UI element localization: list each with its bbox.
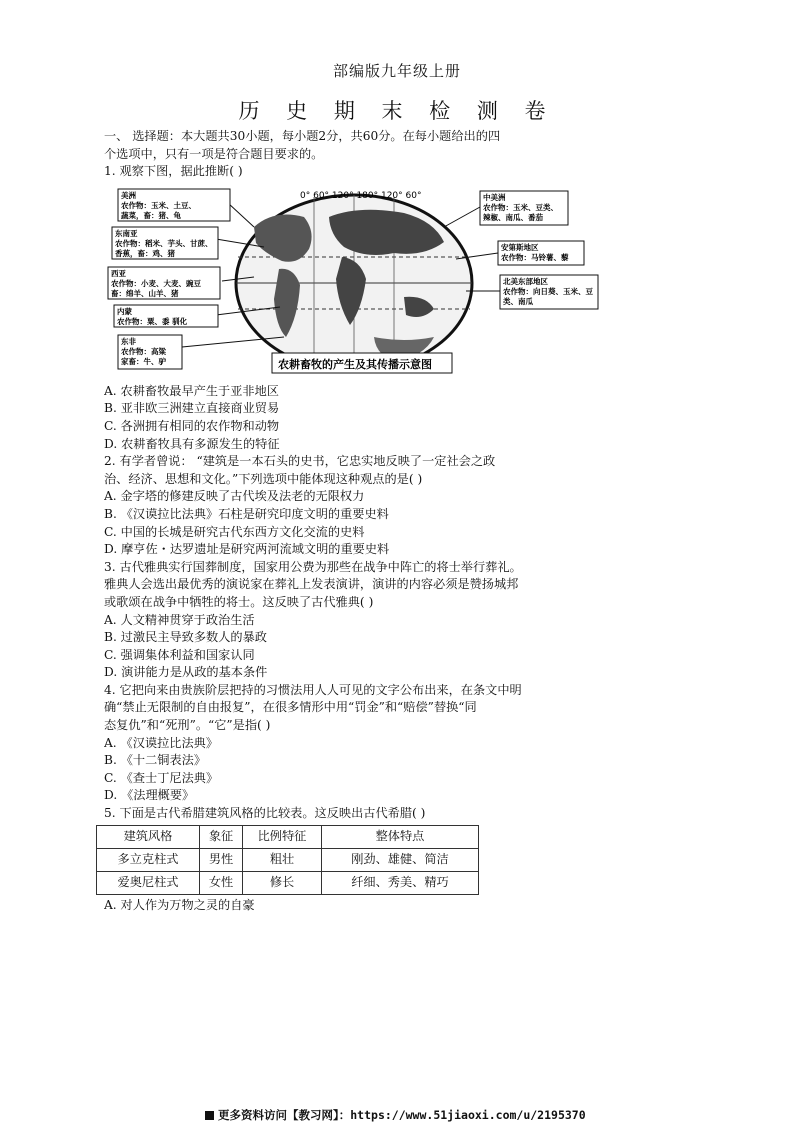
map-label-text: 农作物：玉米、土豆、 bbox=[121, 200, 196, 210]
table-header-cell: 整体特点 bbox=[322, 825, 479, 848]
map-label-central-america: 中美洲 bbox=[483, 192, 506, 202]
map-label-text: 农作物：稻米、芋头、甘蔗、 bbox=[115, 238, 213, 248]
q3-option-b: B. 过激民主导致多数人的暴政 bbox=[104, 630, 267, 645]
map-caption: 农耕畜牧的产生及其传播示意图 bbox=[278, 357, 432, 371]
map-label-text: 农作物：玉米、豆类、 bbox=[483, 202, 558, 212]
q1-stem: 1. 观察下图，据此推断( ) bbox=[104, 164, 243, 179]
map-label-americas: 美洲 bbox=[121, 190, 136, 200]
q2-option-b: B. 《汉谟拉比法典》石柱是研究印度文明的重要史料 bbox=[104, 506, 389, 521]
map-label-southeast-asia: 东南亚 bbox=[115, 228, 138, 238]
table-cell: 多立克柱式 bbox=[97, 848, 200, 871]
map-label-text: 农作物：高粱 bbox=[121, 346, 166, 356]
q4-option-c: C. 《查士丁尼法典》 bbox=[104, 770, 219, 785]
q4-option-a: A. 《汉谟拉比法典》 bbox=[104, 735, 219, 750]
q2-option-d: D. 摩亨佐・达罗遗址是研究两河流域文明的重要史料 bbox=[104, 542, 390, 557]
map-label-text: 类、南瓜 bbox=[503, 296, 533, 306]
map-longitude-ticks: 0° 60° 120° 180° 120° 60° bbox=[300, 190, 422, 201]
table-cell: 纤细、秀美、精巧 bbox=[322, 871, 479, 894]
map-label-inner: 内蒙 bbox=[117, 306, 132, 316]
exam-body bbox=[104, 128, 602, 914]
flag-icon bbox=[205, 1111, 214, 1120]
q3-option-a: A. 人文精神贯穿于政治生活 bbox=[104, 612, 255, 627]
map-label-text: 农作物：马铃薯、藜 bbox=[501, 252, 569, 262]
section-instructions-line-1: 一、 选择题：本大题共30小题，每小题2分，共60分。在每小题给出的四 bbox=[104, 129, 501, 143]
map-label-text: 农作物：向日葵、玉米、豆 bbox=[503, 286, 593, 296]
map-label-text: 家畜：牛、驴 bbox=[121, 356, 166, 366]
map-label-text: 农作物：小麦、大麦、豌豆 bbox=[111, 278, 201, 288]
section-instructions-line-2: 个选项中，只有一项是符合题目要求的。 bbox=[104, 146, 324, 161]
map-label-west-asia: 西亚 bbox=[111, 268, 126, 278]
table-cell: 修长 bbox=[243, 871, 322, 894]
map-label-east-africa: 东非 bbox=[121, 336, 136, 346]
table-cell: 男性 bbox=[200, 848, 243, 871]
grade-heading: 部编版九年级上册 bbox=[332, 62, 461, 80]
map-label-andes: 安第斯地区 bbox=[501, 242, 539, 252]
table-header-cell: 象征 bbox=[200, 825, 243, 848]
table-header-cell: 比例特征 bbox=[243, 825, 322, 848]
table-row bbox=[97, 848, 479, 871]
table-cell: 刚劲、雄健、简洁 bbox=[322, 848, 479, 871]
q2-stem-line-1: 2. 有学者曾说： “建筑是一本石头的史书，它忠实地反映了一定社会之政 bbox=[104, 454, 496, 469]
q4-option-b: B. 《十二铜表法》 bbox=[104, 753, 207, 768]
q3-option-d: D. 演讲能力是从政的基本条件 bbox=[104, 665, 268, 680]
table-cell: 女性 bbox=[200, 871, 243, 894]
q4-option-d: D. 《法理概要》 bbox=[104, 788, 195, 803]
table-cell: 粗壮 bbox=[243, 848, 322, 871]
map-label-text: 蔬菜，畜：猪、龟 bbox=[121, 210, 181, 220]
q5-option-a: A. 对人作为万物之灵的自豪 bbox=[104, 897, 255, 912]
footer-link[interactable] bbox=[205, 1107, 586, 1123]
q4-stem-line-3: 态复仇”和“死刑”。“它”是指( ) bbox=[104, 718, 271, 733]
map-label-text: 辣椒、南瓜、番茄 bbox=[483, 212, 543, 222]
map-label-text: 畜：绵羊、山羊、猪 bbox=[111, 288, 179, 298]
table-header-cell: 建筑风格 bbox=[97, 825, 200, 848]
q2-option-a: A. 金字塔的修建反映了古代埃及法老的无限权力 bbox=[104, 489, 365, 504]
q2-stem-line-2: 治、经济、思想和文化。”下列选项中能体现这种观点的是( ) bbox=[104, 471, 423, 486]
q3-stem-line-3: 或歌颂在战争中牺牲的将士。这反映了古代雅典( ) bbox=[104, 594, 374, 609]
map-label-text: 农作物：粟、黍 驯化 bbox=[117, 316, 188, 326]
map-label-north-america-east: 北美东部地区 bbox=[503, 276, 548, 286]
q5-stem: 5. 下面是古代希腊建筑风格的比较表。这反映出古代希腊( ) bbox=[104, 806, 426, 821]
q1-world-map-figure bbox=[104, 187, 600, 379]
q4-stem-line-2: 确“禁止无限制的自由报复”，在很多情形中用“罚金”和“赔偿”替换“同 bbox=[104, 700, 477, 715]
q2-option-c: C. 中国的长城是研究古代东西方文化交流的史料 bbox=[104, 524, 365, 539]
q3-stem-line-2: 雅典人会选出最优秀的演说家在葬礼上发表演讲，演讲的内容必须是赞扬城邦 bbox=[104, 577, 519, 592]
map-label-text: 香蕉，畜：鸡、猪 bbox=[115, 248, 175, 258]
q1-option-c: C. 各洲拥有相同的农作物和动物 bbox=[104, 418, 280, 433]
q4-stem-line-1: 4. 它把向来由贵族阶层把持的习惯法用人人可见的文字公布出来，在条文中明 bbox=[104, 682, 522, 697]
q5-architecture-table bbox=[96, 825, 479, 895]
table-row bbox=[97, 871, 479, 894]
exam-title: 历 史 期 末 检 测 卷 bbox=[238, 99, 556, 123]
q3-stem-line-1: 3. 古代雅典实行国葬制度，国家用公费为那些在战争中阵亡的将士举行葬礼。 bbox=[104, 559, 522, 574]
q1-option-b: B. 亚非欧三洲建立直接商业贸易 bbox=[104, 401, 280, 416]
footer-text: 更多资料访问【教习网】：https://www.51jiaoxi.com/u/2195370 bbox=[218, 1108, 586, 1122]
table-header-row bbox=[97, 825, 479, 848]
q1-option-a: A. 农耕畜牧最早产生于亚非地区 bbox=[104, 383, 279, 398]
q1-option-d: D. 农耕畜牧具有多源发生的特征 bbox=[104, 436, 280, 451]
world-map-illustration bbox=[104, 187, 600, 379]
q3-option-c: C. 强调集体利益和国家认同 bbox=[104, 647, 255, 662]
table-cell: 爱奥尼柱式 bbox=[97, 871, 200, 894]
